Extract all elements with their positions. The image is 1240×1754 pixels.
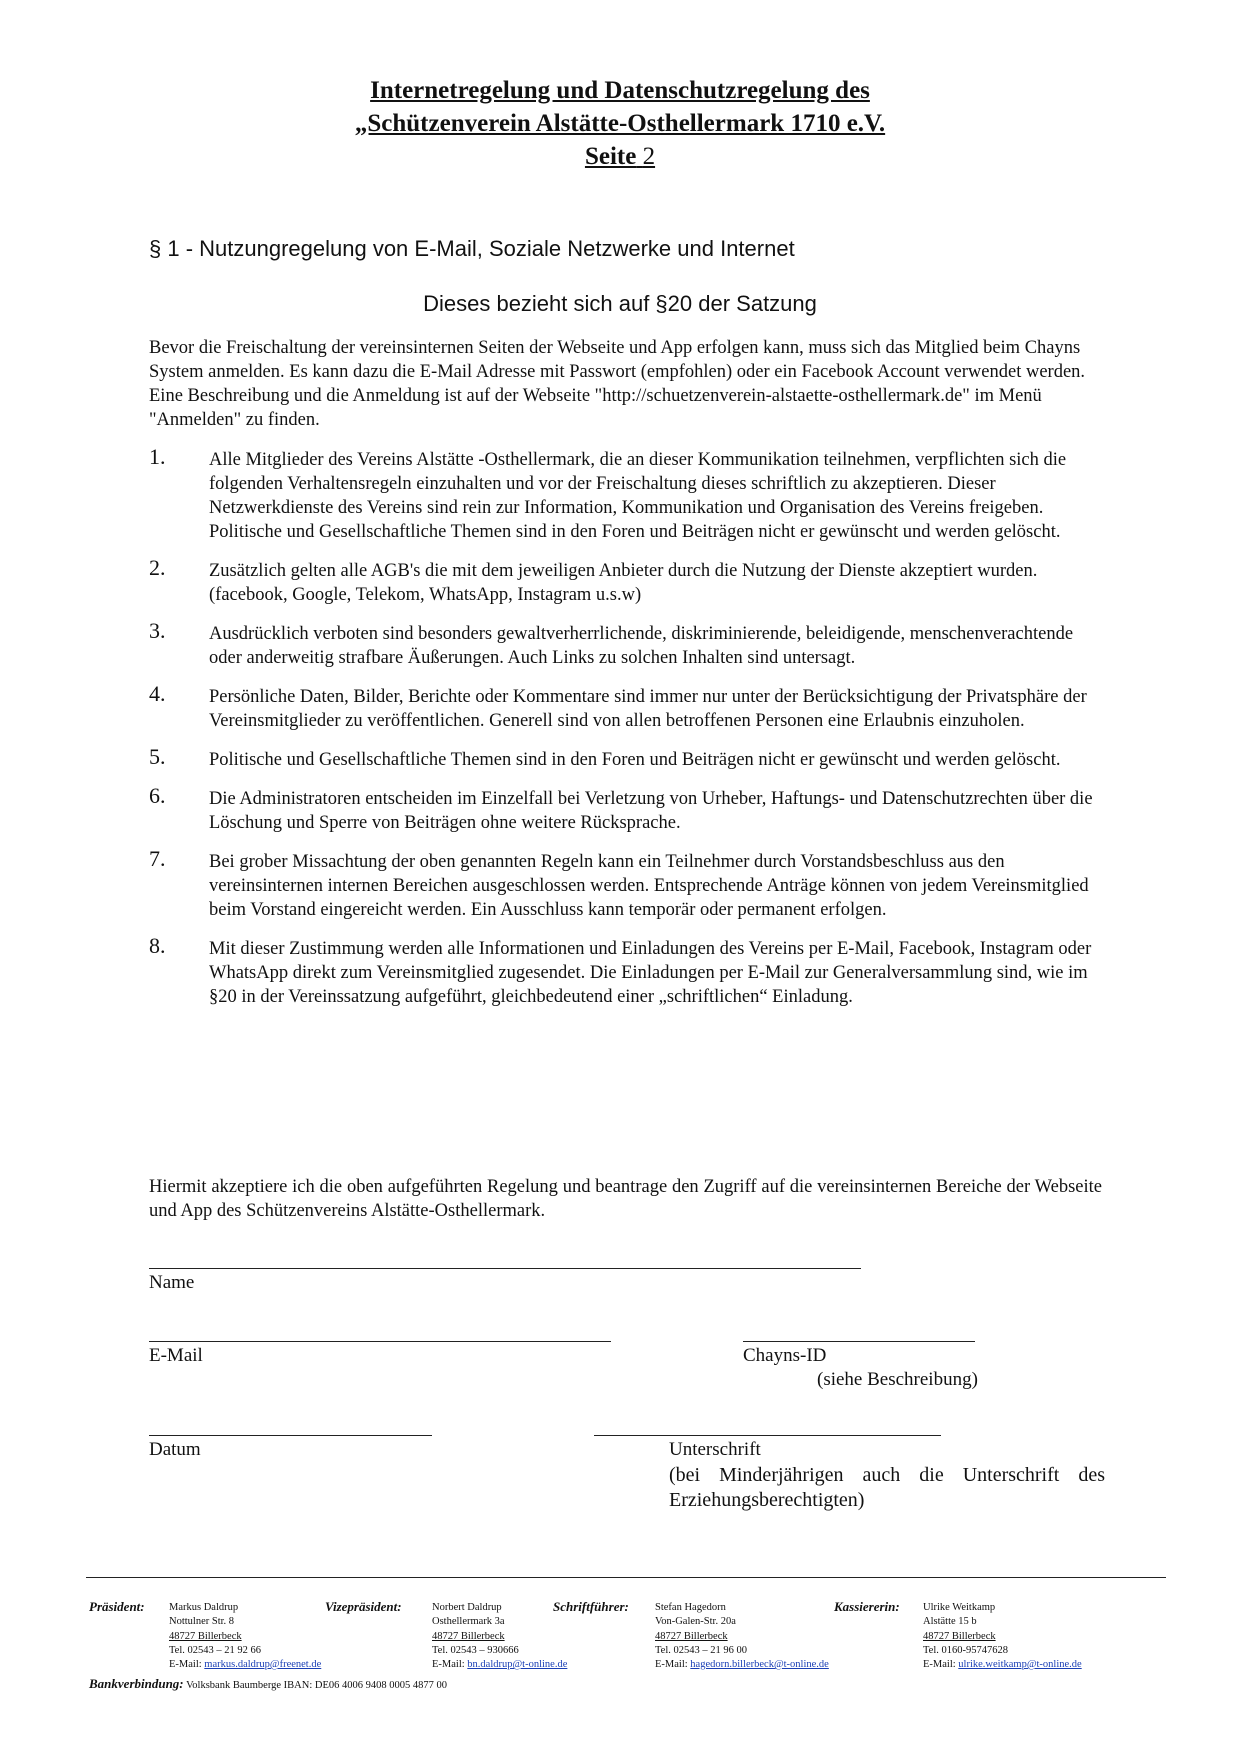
bank-details: Volksbank Baumberge IBAN: DE06 4006 9408 0005 4877 00 xyxy=(186,1680,448,1691)
title-line-1: Internetregelung und Datenschutzregelung des xyxy=(370,77,870,104)
role-label: Kassiererin: xyxy=(834,1599,900,1614)
date-field-line[interactable] xyxy=(149,1435,432,1436)
city: 48727 Billerbeck xyxy=(432,1630,505,1642)
footer-president xyxy=(89,1599,322,1670)
name-label: Name xyxy=(149,1272,195,1293)
signature-field-line[interactable] xyxy=(594,1435,941,1436)
rule-item xyxy=(149,681,1109,733)
rule-text: Persönliche Daten, Bilder, Berichte oder Kommentare sind immer nur unter der Berücksichtigung der Privatsphäre der Vereinsmitglieder zu veröffentlichen. Generell sind von allen betroffenen Personen eine Erlaubnis einzuholen. xyxy=(209,687,1087,731)
role-label: Schriftführer: xyxy=(553,1599,629,1614)
footer-bank xyxy=(89,1676,447,1692)
person-name: Ulrike Weitkamp xyxy=(923,1602,996,1613)
email-prefix: E-Mail: xyxy=(923,1659,956,1670)
rule-item xyxy=(149,618,1109,670)
footer-divider xyxy=(86,1577,1166,1578)
city: 48727 Billerbeck xyxy=(655,1630,728,1642)
rule-item xyxy=(149,933,1109,1009)
footer-vice-president xyxy=(325,1599,568,1670)
phone: Tel. 02543 – 930666 xyxy=(432,1645,519,1656)
rule-number: 7. xyxy=(149,846,166,871)
person-name: Markus Daldrup xyxy=(169,1602,239,1613)
page-number: 2 xyxy=(642,143,656,170)
rule-number: 6. xyxy=(149,783,166,808)
email-link[interactable]: hagedorn.billerbeck@t-online.de xyxy=(690,1659,829,1670)
footer-secretary xyxy=(553,1599,829,1670)
email-prefix: E-Mail: xyxy=(655,1659,688,1670)
street: Von-Galen-Str. 20a xyxy=(655,1616,736,1627)
intro-paragraph: Bevor die Freischaltung der vereinsinternen Seiten der Webseite und App erfolgen kann, muss sich das Mitglied beim Chayns System anmelden. Es kann dazu die E-Mail Adresse mit Passwort (empfohlen) oder ein Facebook Account verwendet werden. Eine Beschreibung und die Anmeldung ist auf der Webseite "http://schuetzenverein-alstaette-osthellermark.de" im Menü "Anmelden" zu finden. xyxy=(149,338,1086,430)
rule-item xyxy=(149,783,1109,835)
rule-item xyxy=(149,444,1109,544)
rule-number: 2. xyxy=(149,555,166,580)
rule-number: 1. xyxy=(149,444,166,469)
role-label: Präsident: xyxy=(89,1599,145,1614)
rule-text: Politische und Gesellschaftliche Themen sind in den Foren und Beiträgen nicht er gewünscht und werden gelöscht. xyxy=(209,750,1061,770)
page-label: Seite xyxy=(584,143,637,170)
rule-item xyxy=(149,744,1109,772)
phone: Tel. 0160-95747628 xyxy=(923,1645,1009,1656)
role-label: Vizepräsident: xyxy=(325,1599,402,1614)
email-link[interactable]: ulrike.weitkamp@t-online.de xyxy=(958,1659,1082,1670)
rule-number: 3. xyxy=(149,618,166,643)
rule-item xyxy=(149,846,1109,922)
rule-number: 4. xyxy=(149,681,166,706)
rule-number: 5. xyxy=(149,744,166,769)
phone: Tel. 02543 – 21 96 00 xyxy=(655,1645,748,1656)
footer-treasurer xyxy=(834,1599,1082,1670)
rules-list xyxy=(149,444,1109,1024)
rule-text: Die Administratoren entscheiden im Einzelfall bei Verletzung von Urheber, Haftungs- und Datenschutzrechten über die Löschung und Sperre von Beiträgen ohne weitere Rücksprache. xyxy=(209,789,1093,833)
person-name: Norbert Daldrup xyxy=(432,1602,502,1613)
rule-text: Bei grober Missachtung der oben genannten Regeln kann ein Teilnehmer durch Vorstandsbeschluss aus den vereinsinternen internen Bereichen ausgeschlossen werden. Entsprechende Anträge können von jedem Vereinsmitglied beim Vorstand eingereicht werden. Ein Ausschluss kann temporär oder permanent erfolgen. xyxy=(209,852,1089,920)
chayns-id-label: Chayns-ID xyxy=(743,1345,827,1366)
rule-text: Alle Mitglieder des Vereins Alstätte -Osthellermark, die an dieser Kommunikation teilnehmen, verpflichten sich die folgenden Verhaltensregeln einzuhalten und vor der Freischaltung dieses schriftlich zu akzeptieren. Dieser Netzwerkdienste des Vereins sind rein zur Information, Kommunikation und Organisation des Vereins freigeben. Politische und Gesellschaftliche Themen sind in den Foren und Beiträgen nicht er gewünscht und werden gelöscht. xyxy=(209,450,1067,542)
title-line-2: „Schützenverein Alstätte-Osthellermark 1710 e.V. xyxy=(354,110,886,137)
email-field-line[interactable] xyxy=(149,1341,611,1342)
acceptance-statement: Hiermit akzeptiere ich die oben aufgeführten Regelung und beantrage den Zugriff auf die vereinsinternen Bereiche der Webseite und App des Schützenvereins Alstätte-Osthellermark. xyxy=(149,1177,1102,1221)
chayns-id-field-line[interactable] xyxy=(743,1341,975,1342)
email-label: E-Mail xyxy=(149,1345,203,1366)
rule-text: Ausdrücklich verboten sind besonders gewaltverherrlichende, diskriminierende, beleidigende, menschenverachtende oder anderweitig strafbare Äußerungen. Auch Links zu solchen Inhalten sind untersagt. xyxy=(209,624,1074,668)
rule-item xyxy=(149,555,1109,607)
email-prefix: E-Mail: xyxy=(432,1659,465,1670)
street: Alstätte 15 b xyxy=(923,1616,977,1627)
person-name: Stefan Hagedorn xyxy=(655,1602,726,1613)
rule-number: 8. xyxy=(149,933,166,958)
street: Nottulner Str. 8 xyxy=(169,1616,235,1627)
rule-text: Zusätzlich gelten alle AGB's die mit dem jeweiligen Anbieter durch die Nutzung der Dienste akzeptiert wurden. (facebook, Google, Telekom, WhatsApp, Instagram u.s.w) xyxy=(209,561,1038,605)
signature-hint: (bei Minderjährigen auch die Unterschrift des Erziehungsberechtigten) xyxy=(669,1464,1105,1511)
email-link[interactable]: markus.daldrup@freenet.de xyxy=(204,1659,322,1670)
phone: Tel. 02543 – 21 92 66 xyxy=(169,1645,262,1656)
name-field-line[interactable] xyxy=(149,1268,861,1269)
chayns-id-hint: (siehe Beschreibung) xyxy=(817,1369,978,1390)
section-heading: § 1 - Nutzungregelung von E-Mail, Soziale Netzwerke und Internet xyxy=(149,236,795,261)
city: 48727 Billerbeck xyxy=(923,1630,996,1642)
email-prefix: E-Mail: xyxy=(169,1659,202,1670)
document-title xyxy=(0,74,1240,173)
city: 48727 Billerbeck xyxy=(169,1630,242,1642)
email-link[interactable]: bn.daldrup@t-online.de xyxy=(467,1659,568,1670)
section-subheading: Dieses bezieht sich auf §20 der Satzung xyxy=(423,291,817,316)
signature-label: Unterschrift xyxy=(669,1439,761,1460)
page-indicator xyxy=(0,140,1240,173)
date-label: Datum xyxy=(149,1439,201,1460)
role-label: Bankverbindung: xyxy=(89,1676,184,1691)
rule-text: Mit dieser Zustimmung werden alle Informationen und Einladungen des Vereins per E-Mail, Facebook, Instagram oder WhatsApp direkt zum Vereinsmitglied zugesendet. Die Einladungen per E-Mail zur Generalversammlung sind, wie im §20 in der Vereinssatzung aufgeführt, gleichbedeutend einer „schriftlichen“ Einladung. xyxy=(209,939,1092,1007)
street: Osthellermark 3a xyxy=(432,1616,505,1627)
